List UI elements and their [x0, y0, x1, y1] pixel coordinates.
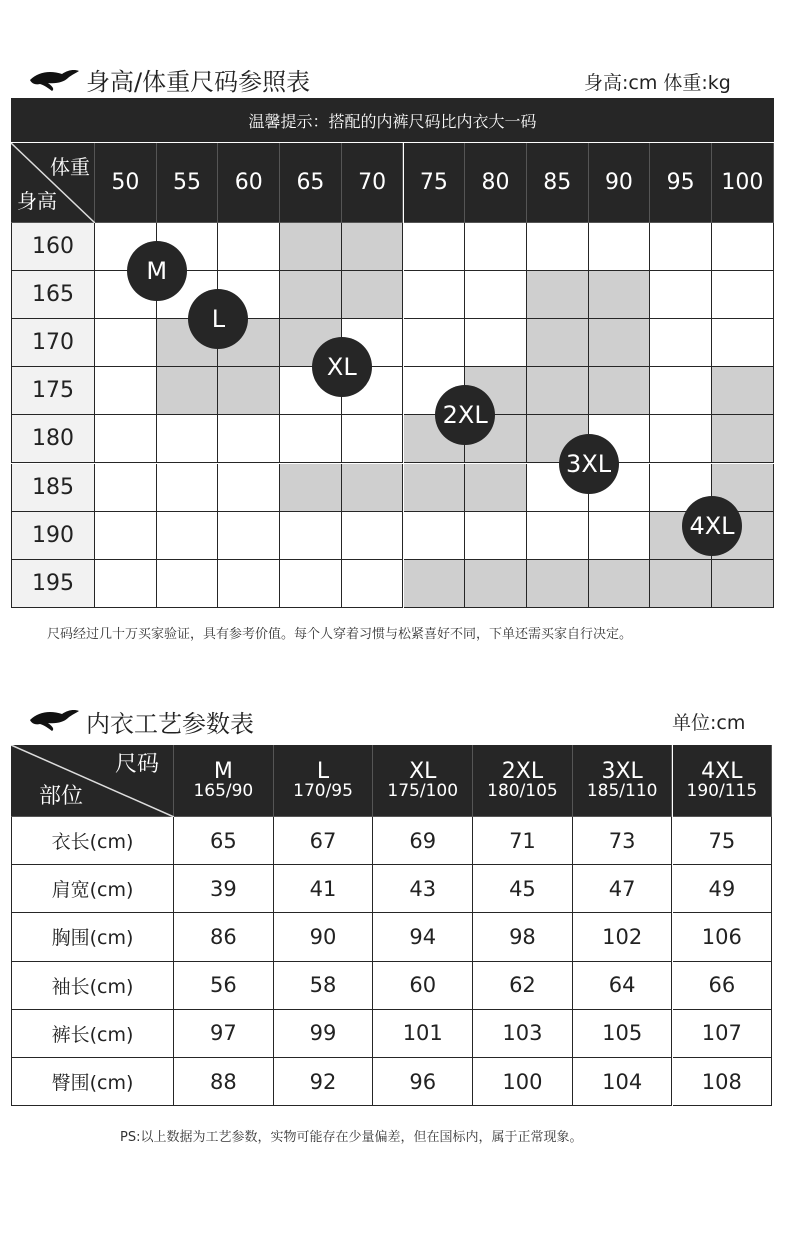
table-cell: 47 [573, 865, 673, 913]
grid-cell [280, 271, 342, 319]
size-name: L [316, 759, 330, 785]
grid-cell [465, 319, 527, 367]
weight-header: 80 [465, 143, 527, 223]
size-name: M [213, 759, 233, 785]
size-header [373, 745, 473, 817]
size-badge-l: L [188, 289, 248, 349]
garment-spec-title: 内衣工艺参数表 [86, 710, 254, 738]
row-label: 胸围(cm) [11, 913, 174, 961]
weight-header: 55 [157, 143, 219, 223]
table-cell: 99 [274, 1010, 374, 1058]
grid-cell [650, 415, 712, 463]
table-cell: 45 [473, 865, 573, 913]
weight-header: 95 [650, 143, 712, 223]
grid-cell [589, 367, 651, 415]
brand-logo-icon [28, 706, 80, 732]
weight-header: 85 [527, 143, 589, 223]
size-name: 3XL [601, 759, 643, 785]
grid-cell [342, 464, 404, 512]
grid-cell [95, 512, 157, 560]
height-label: 165 [11, 271, 95, 319]
table-cell: 102 [573, 913, 673, 961]
grid-cell [218, 367, 280, 415]
height-label: 190 [11, 512, 95, 560]
table-cell: 104 [573, 1058, 673, 1106]
table-cell: 88 [174, 1058, 274, 1106]
table-cell: 60 [373, 962, 473, 1010]
table-cell: 58 [274, 962, 374, 1010]
grid-cell [527, 512, 589, 560]
grid-cell [280, 512, 342, 560]
size-header [573, 745, 673, 817]
grid-cell [404, 271, 466, 319]
grid-cell [712, 560, 774, 608]
table-cell: 92 [274, 1058, 374, 1106]
height-weight-size-grid [11, 143, 774, 608]
size-badge-2xl: 2XL [435, 385, 495, 445]
size-badge-xl: XL [312, 337, 372, 397]
table-cell: 66 [673, 962, 773, 1010]
grid-cell [712, 223, 774, 271]
grid-cell [280, 415, 342, 463]
weight-header: 70 [342, 143, 404, 223]
grid-cell [527, 223, 589, 271]
weight-header: 100 [712, 143, 774, 223]
table-cell: 75 [673, 817, 773, 865]
grid-cell [157, 415, 219, 463]
table-cell: 94 [373, 913, 473, 961]
size-header [473, 745, 573, 817]
size-dimensions: 190/115 [686, 781, 758, 802]
grid-cell [465, 271, 527, 319]
grid-cell [218, 415, 280, 463]
corner-cell [11, 745, 174, 817]
garment-spec-units: 单位:cm [672, 712, 746, 734]
size-chart-units: 身高:cm 体重:kg [584, 72, 731, 94]
grid-cell [218, 560, 280, 608]
grid-cell [342, 512, 404, 560]
grid-cell [650, 223, 712, 271]
table-cell: 103 [473, 1010, 573, 1058]
weight-header: 60 [218, 143, 280, 223]
size-dimensions: 170/95 [293, 781, 353, 802]
grid-cell [589, 560, 651, 608]
size-dimensions: 185/110 [586, 781, 658, 802]
row-label: 肩宽(cm) [11, 865, 174, 913]
table-cell: 101 [373, 1010, 473, 1058]
grid-cell [280, 560, 342, 608]
weight-header: 65 [280, 143, 342, 223]
grid-cell [342, 415, 404, 463]
grid-cell [650, 271, 712, 319]
height-label: 185 [11, 464, 95, 512]
grid-cell [712, 367, 774, 415]
grid-cell [465, 464, 527, 512]
grid-cell [95, 319, 157, 367]
size-chart-footnote: 尺码经过几十万买家验证，具有参考价值。每个人穿着习惯与松紧喜好不同，下单还需买家自行决定。 [47, 627, 633, 642]
corner-height-label: 身高 [17, 189, 57, 213]
corner-size-label: 尺码 [114, 752, 159, 777]
grid-cell [404, 512, 466, 560]
grid-cell [280, 223, 342, 271]
weight-header: 90 [589, 143, 651, 223]
corner-part-label: 部位 [39, 783, 84, 809]
grid-cell [404, 223, 466, 271]
size-badge-4xl: 4XL [682, 496, 742, 556]
table-cell: 43 [373, 865, 473, 913]
grid-cell [589, 319, 651, 367]
grid-cell [650, 319, 712, 367]
table-cell: 107 [673, 1010, 773, 1058]
size-header [174, 745, 274, 817]
grid-cell [527, 560, 589, 608]
table-cell: 105 [573, 1010, 673, 1058]
table-cell: 100 [473, 1058, 573, 1106]
grid-cell [95, 560, 157, 608]
table-cell: 73 [573, 817, 673, 865]
grid-cell [157, 560, 219, 608]
size-chart-title: 身高/体重尺码参照表 [86, 68, 311, 96]
grid-cell [527, 319, 589, 367]
size-name: XL [409, 759, 437, 785]
grid-cell [650, 560, 712, 608]
grid-cell [218, 223, 280, 271]
grid-cell [95, 415, 157, 463]
corner-cell [11, 143, 95, 223]
table-cell: 97 [174, 1010, 274, 1058]
grid-cell [280, 464, 342, 512]
grid-cell [650, 367, 712, 415]
size-dimensions: 180/105 [487, 781, 558, 802]
table-cell: 62 [473, 962, 573, 1010]
grid-cell [157, 464, 219, 512]
table-cell: 64 [573, 962, 673, 1010]
height-label: 180 [11, 415, 95, 463]
size-dimensions: 165/90 [193, 781, 254, 802]
grid-cell [712, 271, 774, 319]
size-name: 4XL [701, 759, 743, 785]
grid-cell [404, 560, 466, 608]
grid-cell [342, 271, 404, 319]
table-cell: 39 [174, 865, 274, 913]
grid-cell [342, 223, 404, 271]
grid-cell [465, 560, 527, 608]
row-label: 裤长(cm) [11, 1010, 174, 1058]
grid-cell [404, 464, 466, 512]
grid-cell [527, 271, 589, 319]
table-cell: 69 [373, 817, 473, 865]
grid-cell [157, 367, 219, 415]
grid-cell [342, 560, 404, 608]
table-cell: 41 [274, 865, 374, 913]
grid-cell [218, 512, 280, 560]
table-cell: 96 [373, 1058, 473, 1106]
table-cell: 67 [274, 817, 374, 865]
corner-weight-label: 体重 [50, 155, 90, 179]
tip-banner: 温馨提示：搭配的内裤尺码比内衣大一码 [11, 98, 774, 142]
row-label: 袖长(cm) [11, 962, 174, 1010]
height-label: 160 [11, 223, 95, 271]
brand-logo-icon [28, 66, 80, 92]
grid-cell [712, 319, 774, 367]
table-cell: 56 [174, 962, 274, 1010]
table-cell: 98 [473, 913, 573, 961]
grid-cell [465, 223, 527, 271]
height-label: 195 [11, 560, 95, 608]
height-label: 175 [11, 367, 95, 415]
grid-cell [95, 464, 157, 512]
row-label: 衣长(cm) [11, 817, 174, 865]
table-cell: 71 [473, 817, 573, 865]
grid-cell [404, 319, 466, 367]
grid-cell [589, 223, 651, 271]
weight-header: 75 [404, 143, 466, 223]
size-badge-m: M [127, 241, 187, 301]
grid-cell [589, 512, 651, 560]
weight-header: 50 [95, 143, 157, 223]
size-header [673, 745, 773, 817]
table-cell: 65 [174, 817, 274, 865]
size-badge-3xl: 3XL [559, 434, 619, 494]
size-name: 2XL [501, 759, 544, 785]
table-cell: 106 [673, 913, 773, 961]
size-dimensions: 175/100 [387, 781, 459, 802]
grid-cell [712, 415, 774, 463]
table-cell: 49 [673, 865, 773, 913]
height-label: 170 [11, 319, 95, 367]
grid-cell [95, 367, 157, 415]
grid-cell [527, 367, 589, 415]
table-cell: 108 [673, 1058, 773, 1106]
grid-cell [589, 271, 651, 319]
table-cell: 90 [274, 913, 374, 961]
garment-spec-footnote: PS:以上数据为工艺参数，实物可能存在少量偏差，但在国标内，属于正常现象。 [120, 1130, 583, 1145]
grid-cell [465, 512, 527, 560]
grid-cell [157, 512, 219, 560]
size-header [274, 745, 374, 817]
grid-cell [218, 464, 280, 512]
table-cell: 86 [174, 913, 274, 961]
garment-spec-table [11, 745, 772, 1106]
row-label: 臀围(cm) [11, 1058, 174, 1106]
